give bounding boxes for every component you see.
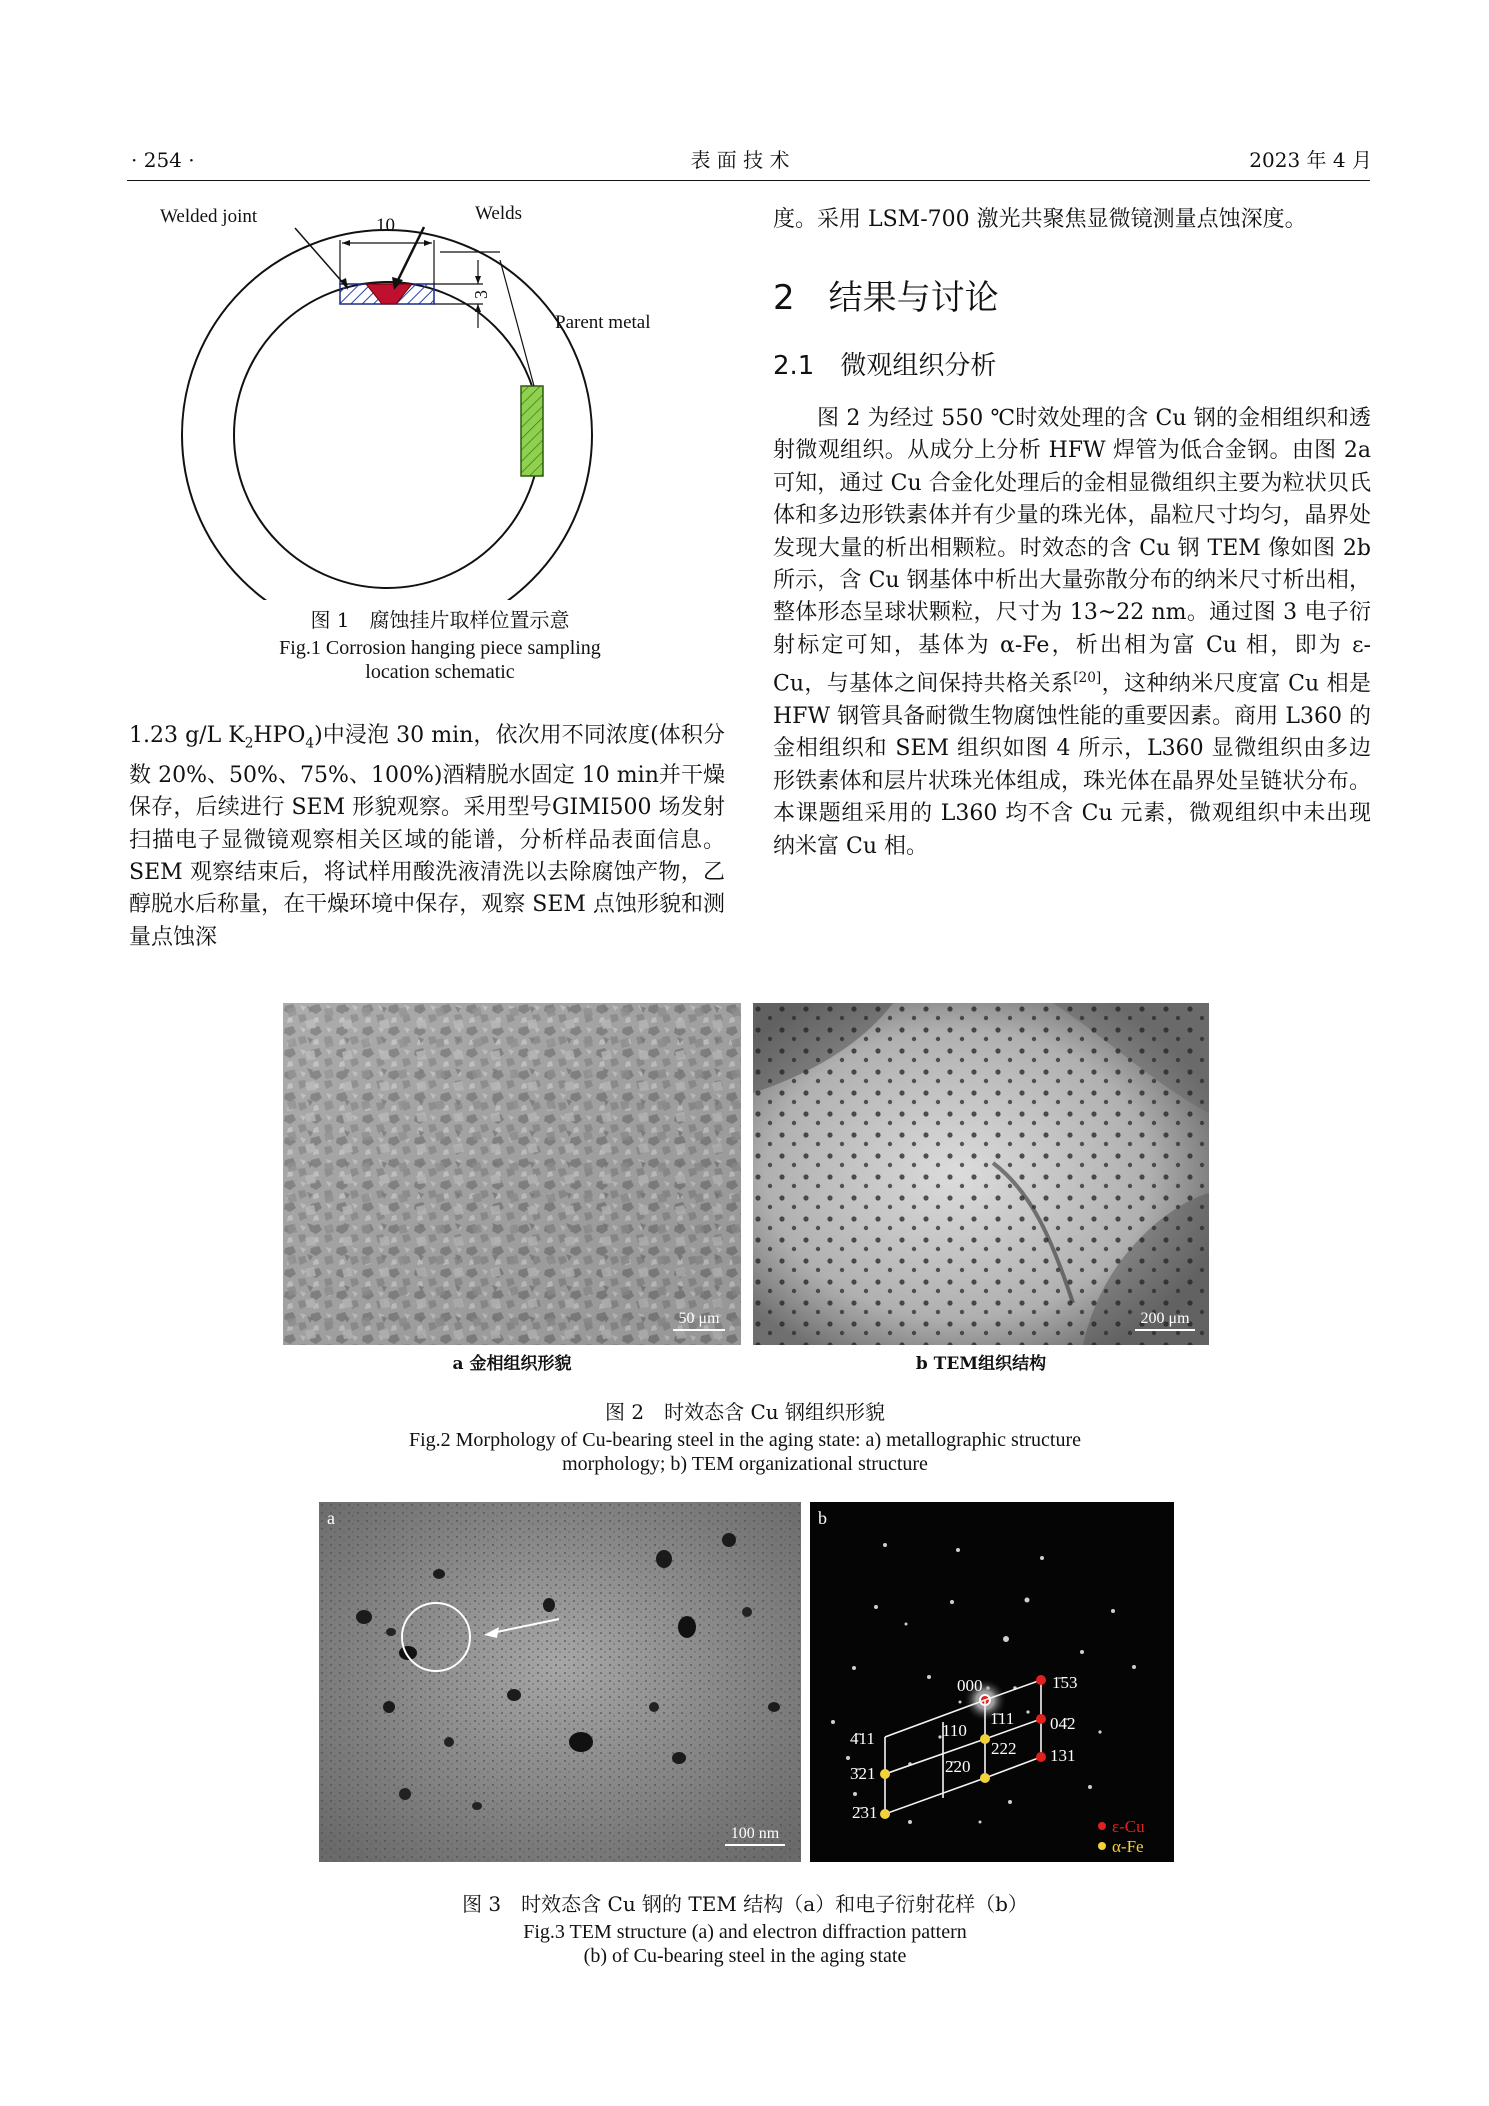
figure3a-tag: a [327,1508,335,1528]
figure3a-scale-bar [721,1824,789,1846]
label-width-10: 10 [376,215,395,236]
figure2a-metallographic-image [283,1003,741,1345]
header-rule [127,180,1370,181]
section-heading-2: 2 结果与讨论 [773,278,999,318]
metallographic-texture [283,1003,741,1345]
figure3a-scale-line [725,1844,785,1846]
page-number: · 254 · [131,148,195,172]
figure2a-scale-label: 50 μm [678,1310,720,1327]
tem-texture [753,1003,1209,1345]
figure1-schematic [160,200,720,600]
figure2-caption-en-line2: morphology; b) TEM organizational structure [562,1453,928,1475]
figure2b-scale-label: 200 μm [1140,1310,1190,1327]
figure2a-scale-bar [669,1309,729,1331]
figure3a-scale-label: 100 nm [730,1825,780,1842]
figure3-caption-en-line2: (b) of Cu-bearing steel in the aging state [583,1945,907,1967]
figure3-caption-cn: 图 3 时效态含 Cu 钢的 TEM 结构（a）和电子衍射花样（b） [462,1892,1028,1916]
figure2-caption-en-line1: Fig.2 Morphology of Cu-bearing steel in the aging state: a) metallographic structure [408,1429,1082,1451]
right-column-paragraph: 图 2 为经过 550 ℃时效处理的含 Cu 钢的金相组织和透射微观组织。从成分上分析 HFW 焊管为低合金钢。由图 2a 可知，通过 Cu 合金化处理后的金相显微组织主要为粒状贝氏体和多边形铁素体并有少量的珠光体，晶粒尺寸均匀，晶界处发现大量的析出相颗粒。时效态的含 Cu 钢 TEM 像如图 2b 所示，含 Cu 钢基体中析出大量弥散分布的纳米尺寸析出相，整体形态呈球状颗粒，尺寸为 13~22 nm。通过图 3 电子衍射标定可知，基体为 α-Fe，析出相为富 Cu 相，即为 ε-Cu，与基体之间保持共格关系[20]，这种纳米尺度富 Cu 相是 HFW 钢管具备耐微生物腐蚀性能的重要因素。商用 L360 的金相组织和 SEM 组织如图 4 所示，L360 显微组织由多边形铁素体和层片状珠光体组成，珠光体在晶界处呈链状分布。本课题组采用的 L360 均不含 Cu 元素，微观组织中未出现纳米富 Cu 相。 [773,406,1371,859]
figure3b-diffraction-pattern [810,1502,1174,1862]
legend-fe-label: α-Fe [1112,1837,1144,1856]
right-column-intro: 度。采用 LSM-700 激光共聚焦显微镜测量点蚀深度。 [773,207,1307,232]
label-welds: Welds [475,203,523,224]
figure1-caption-en-line1: Fig.1 Corrosion hanging piece sampling [279,637,601,659]
label-222: 222 [991,1739,1017,1758]
label-231: 2̄31 [852,1803,878,1822]
label-321: 3̄21 [850,1764,876,1783]
spot-131 [1036,1752,1046,1762]
label-111: 1̄11 [990,1709,1015,1728]
left-column-text [129,720,725,954]
figure2a-scale-line [673,1329,725,1331]
spot-222 [980,1734,990,1744]
journal-title: 表 面 技 术 [690,148,790,172]
label-110: 110 [942,1721,967,1740]
spot-220 [980,1773,990,1783]
spot-153 [1036,1675,1046,1685]
figure1-caption-en-line2: location schematic [365,661,515,683]
label-131: 131 [1050,1746,1076,1765]
label-153: 1̄53 [1052,1673,1078,1692]
figure2a-label: a 金相组织形貌 [452,1354,572,1374]
diffraction-svg [810,1502,1174,1862]
label-042: 04̄2 [1050,1714,1076,1733]
legend-fe-marker [1098,1842,1106,1850]
label-thickness-3: 3 [471,290,491,299]
label-411: 4̄11 [850,1729,875,1748]
pipe-inner-circle [234,282,540,588]
figure2b-tem-image [753,1003,1209,1345]
spot-042 [1036,1714,1046,1724]
figure2-caption-cn: 图 2 时效态含 Cu 钢组织形貌 [605,1400,885,1424]
parent-metal-piece [521,386,543,476]
figure3b-tag: b [818,1508,827,1528]
tem-precipitates [319,1502,801,1862]
legend-cu-marker [1098,1822,1106,1830]
figure3-caption-en-line1: Fig.3 TEM structure (a) and electron diffraction pattern [523,1921,967,1943]
label-000: 000 [957,1676,983,1695]
label-parent-metal: Parent metal [555,312,651,333]
legend-cu-label: ε-Cu [1112,1817,1145,1836]
label-220: 2̄20 [945,1757,971,1776]
figure1-caption-cn: 图 1 腐蚀挂片取样位置示意 [310,608,570,632]
figure2b-label: b TEM组织结构 [915,1354,1047,1374]
figure3a-tem-image [319,1502,801,1862]
label-welded-joint: Welded joint [160,206,258,227]
left-paragraph: 1.23 g/L $K_2HPO_4$)中浸泡 30 min，依次用不同浓度(体积分数 20%、50%、75%、100%)酒精脱水固定 10 min并干燥保存，后续进行 SEM 形貌观察。采用型号GIMI500 场发射扫描电子显微镜观察相关区域的能谱，分析样品表面信息。SEM 观察结束后，将试样用酸洗液清洗以去除腐蚀产物，乙醇脱水后称量，在干燥环境中保存，观察 SEM 点蚀形貌和测量点蚀深 [129,723,725,950]
subsection-heading-2-1: 2.1 微观组织分析 [773,351,997,381]
spot-231 [880,1809,890,1819]
figure2b-scale-line [1135,1329,1195,1331]
figure2b-scale-bar [1131,1309,1199,1331]
spot-321 [880,1769,890,1779]
issue-date: 2023 年 4 月 [1249,148,1372,172]
